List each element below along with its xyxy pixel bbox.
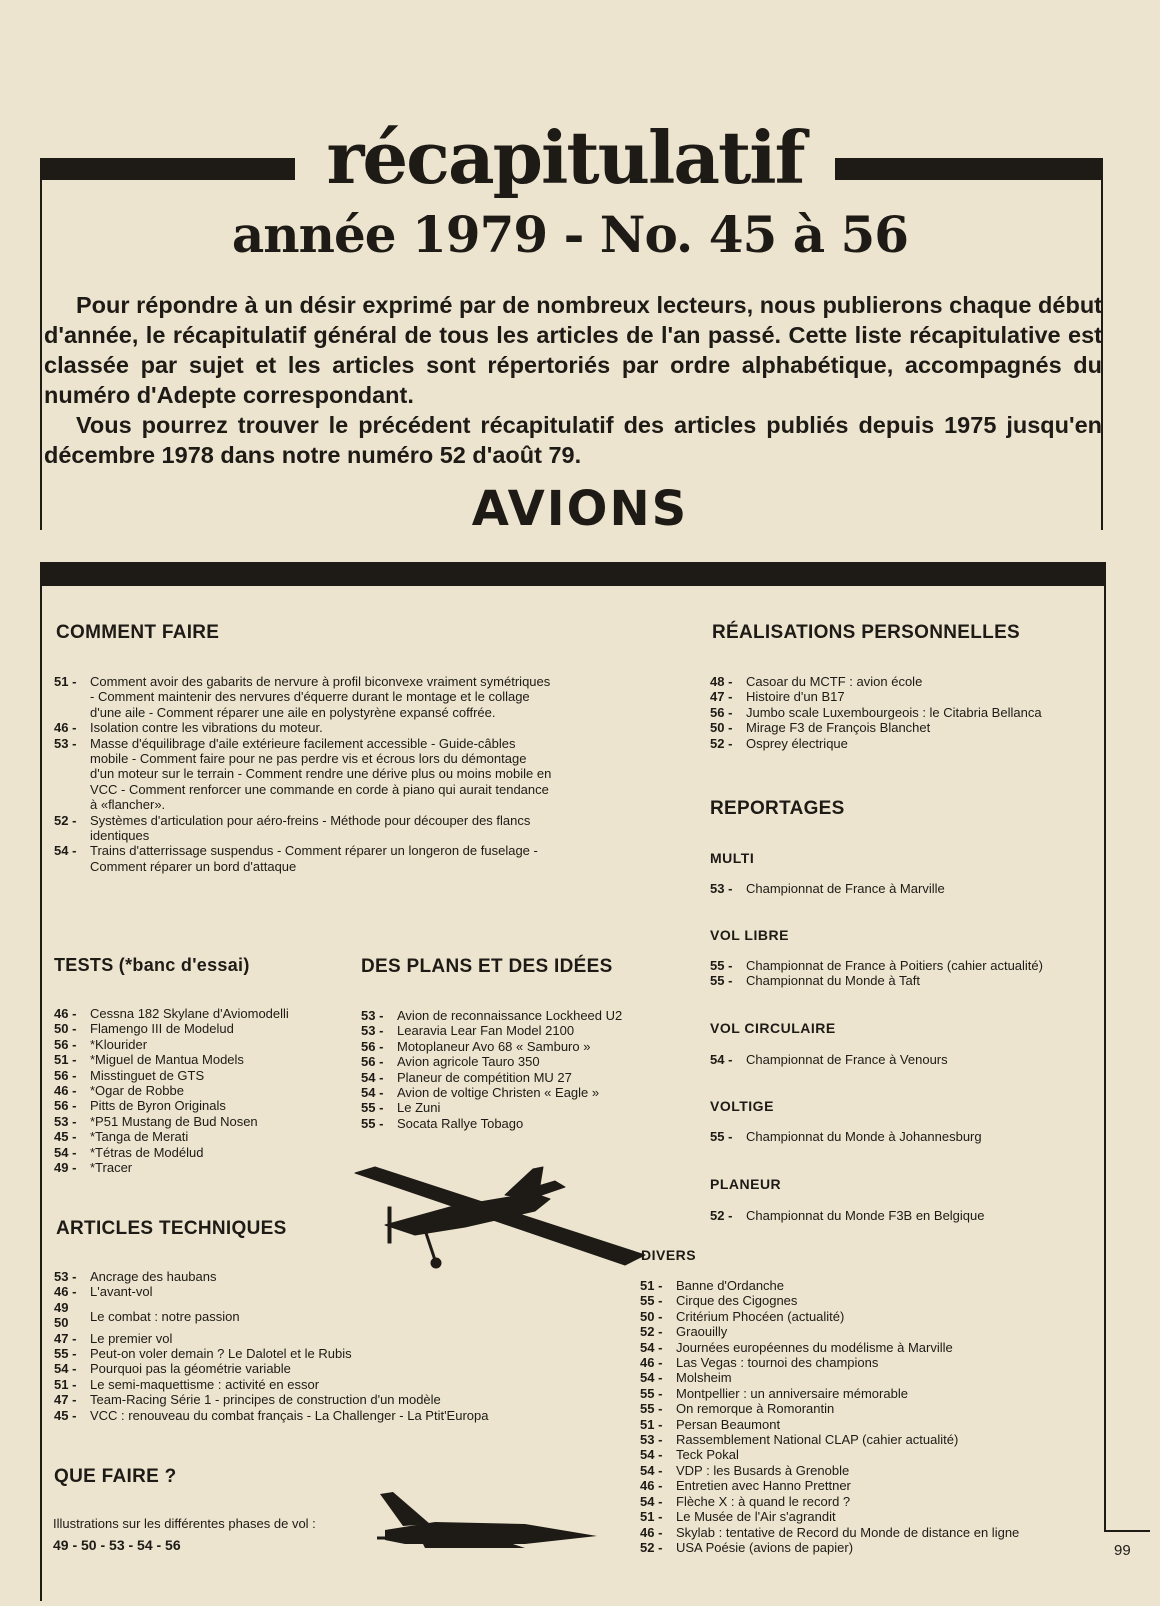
issue-number: 55 - bbox=[361, 1115, 384, 1131]
list-item bbox=[54, 674, 554, 720]
que-faire-text: Illustrations sur les différentes phases de vol : bbox=[53, 1516, 316, 1531]
airplane-wheel bbox=[431, 1258, 441, 1268]
list-item bbox=[54, 1021, 354, 1036]
article-title: Cirque des Cigognes bbox=[676, 1293, 798, 1309]
list-item bbox=[54, 1284, 614, 1299]
issue-number: 54 - bbox=[54, 843, 77, 859]
list-item bbox=[54, 1377, 614, 1392]
issue-number: 45 - bbox=[54, 1129, 77, 1145]
plans-list bbox=[361, 1008, 681, 1131]
list-item bbox=[54, 1331, 614, 1346]
issue-number: 53 - bbox=[54, 735, 77, 751]
issue-number: 51 - bbox=[54, 674, 77, 689]
list-item bbox=[640, 1463, 1102, 1478]
voltige-list bbox=[710, 1129, 1100, 1144]
article-title: Ancrage des haubans bbox=[90, 1269, 217, 1284]
issue-number: 54 - bbox=[54, 1144, 77, 1160]
issue-number: 51 - bbox=[640, 1278, 663, 1293]
issue-number: 54 - bbox=[361, 1069, 384, 1085]
list-item bbox=[54, 1083, 354, 1098]
issue-number: 52 - bbox=[54, 812, 77, 828]
issue-number: 46 - bbox=[54, 1284, 77, 1300]
comment-faire-heading: COMMENT FAIRE bbox=[56, 622, 220, 643]
content-top-bar bbox=[40, 562, 1106, 586]
article-title: Casoar du MCTF : avion école bbox=[746, 674, 923, 689]
title-left-bar bbox=[40, 158, 295, 180]
issue-number: 56 - bbox=[54, 1098, 77, 1114]
article-title: Mirage F3 de François Blanchet bbox=[746, 720, 931, 736]
article-title: Le semi-maquettisme : activité en essor bbox=[90, 1376, 320, 1392]
multi-heading: MULTI bbox=[710, 850, 755, 866]
list-item bbox=[710, 881, 1100, 896]
issue-number: 45 - bbox=[54, 1407, 77, 1423]
article-title: Isolation contre les vibrations du moteur. bbox=[90, 720, 323, 736]
article-title: Montpellier : un anniversaire mémorable bbox=[676, 1385, 908, 1401]
issue-number: 50 - bbox=[710, 720, 733, 736]
list-item bbox=[640, 1494, 1102, 1509]
articles-list bbox=[54, 1269, 614, 1423]
article-title: Championnat du Monde à Taft bbox=[746, 973, 920, 989]
que-faire-issue-numbers: 49 - 50 - 53 - 54 - 56 bbox=[53, 1537, 181, 1553]
article-title: *Ogar de Robbe bbox=[90, 1083, 184, 1099]
list-item bbox=[361, 1039, 681, 1054]
article-title: Peut-on voler demain ? Le Dalotel et le Rubis bbox=[90, 1346, 352, 1362]
article-title: Osprey électrique bbox=[746, 735, 848, 751]
article-title: USA Poésie (avions de papier) bbox=[676, 1539, 854, 1555]
list-item bbox=[640, 1386, 1102, 1401]
article-title: Las Vegas : tournoi des champions bbox=[676, 1355, 879, 1371]
issue-number: 53 - bbox=[361, 1008, 384, 1023]
intro-paragraph-1: Pour répondre à un désir exprimé par de nombreux lecteurs, nous publierons chaque début d'année, le récapitulatif général de tous les articles de l'an passé. Cette liste récapitulative est classée par sujet et les articles sont répertoriés par ordre alphabétique, accompagnés du numéro d'Adepte correspondant. bbox=[44, 292, 1102, 408]
list-item bbox=[361, 1070, 681, 1085]
category-title: AVIONS bbox=[471, 481, 689, 537]
list-item bbox=[710, 1052, 1100, 1067]
article-title: Critérium Phocéen (actualité) bbox=[676, 1308, 845, 1324]
list-item bbox=[710, 958, 1104, 973]
list-item bbox=[54, 1361, 614, 1376]
issue-number: 46 - bbox=[640, 1355, 663, 1371]
intro-paragraph-2: Vous pourrez trouver le précédent récapitulatif des articles publiés depuis 1975 jusqu'en décembre 1978 dans notre numéro 52 d'août 79. bbox=[44, 412, 1102, 468]
que-faire-heading: QUE FAIRE ? bbox=[54, 1466, 177, 1487]
article-title: *P51 Mustang de Bud Nosen bbox=[90, 1113, 258, 1129]
issue-number: 46 - bbox=[640, 1478, 663, 1494]
issue-number: 49 bbox=[54, 1299, 69, 1315]
list-item bbox=[54, 1068, 354, 1083]
issue-number: 55 - bbox=[361, 1100, 384, 1116]
list-item bbox=[54, 813, 554, 844]
article-title: Entretien avec Hanno Prettner bbox=[676, 1478, 851, 1494]
article-title: Le Musée de l'Air s'agrandit bbox=[676, 1509, 836, 1525]
issue-number: 55 - bbox=[54, 1346, 77, 1362]
list-item bbox=[710, 689, 1100, 704]
list-item bbox=[640, 1401, 1102, 1416]
issue-number: 50 - bbox=[640, 1308, 663, 1324]
list-item bbox=[710, 674, 1100, 689]
issue-number: 47 - bbox=[710, 689, 733, 705]
issue-number: 51 - bbox=[54, 1376, 77, 1392]
header-frame-left bbox=[40, 158, 42, 530]
issue-number: 54 - bbox=[54, 1361, 77, 1377]
realisations-list bbox=[710, 674, 1100, 751]
issue-number: 55 - bbox=[710, 973, 733, 989]
issue-number: 54 - bbox=[640, 1447, 663, 1463]
article-title: Pitts de Byron Originals bbox=[90, 1098, 226, 1114]
divers-list bbox=[640, 1278, 1102, 1555]
issue-number: 47 - bbox=[54, 1392, 77, 1408]
article-title: Championnat du Monde F3B en Belgique bbox=[746, 1208, 985, 1223]
list-item bbox=[710, 1208, 1100, 1223]
issue-number: 46 - bbox=[54, 1006, 77, 1021]
issue-number: 49 - bbox=[54, 1160, 77, 1176]
list-item bbox=[710, 736, 1100, 751]
article-title: *Tétras de Modélud bbox=[90, 1144, 204, 1160]
issue-number: 54 - bbox=[640, 1370, 663, 1386]
article-title: Le premier vol bbox=[90, 1330, 173, 1346]
article-title: Championnat de France à Venours bbox=[746, 1052, 948, 1067]
issue-number: 55 - bbox=[640, 1385, 663, 1401]
article-title: Championnat de France à Marville bbox=[746, 881, 945, 896]
list-item bbox=[640, 1293, 1102, 1308]
list-item bbox=[640, 1324, 1102, 1339]
list-item bbox=[710, 705, 1100, 720]
issue-number: 52 - bbox=[640, 1324, 663, 1340]
list-item bbox=[54, 1129, 354, 1144]
article-title: On remorque à Romorantin bbox=[676, 1401, 835, 1417]
list-item bbox=[710, 1129, 1100, 1144]
issue-number: 53 - bbox=[710, 881, 733, 896]
issue-number: 56 - bbox=[54, 1067, 77, 1083]
list-item bbox=[640, 1432, 1102, 1447]
list-item bbox=[640, 1355, 1102, 1370]
vol-libre-heading: VOL LIBRE bbox=[710, 927, 789, 943]
article-title: Le Zuni bbox=[397, 1100, 441, 1116]
article-title: *Klourider bbox=[90, 1036, 148, 1052]
content-frame-right bbox=[1104, 586, 1106, 1531]
article-title: Flèche X : à quand le record ? bbox=[676, 1493, 851, 1509]
list-item bbox=[361, 1008, 681, 1023]
issue-number: 54 - bbox=[640, 1339, 663, 1355]
plans-heading: DES PLANS ET DES IDÉES bbox=[361, 956, 613, 977]
jet-tail-fin bbox=[380, 1492, 430, 1526]
issue-number: 46 - bbox=[54, 720, 77, 736]
article-title: Avion agricole Tauro 350 bbox=[397, 1054, 540, 1070]
article-title: Avion de voltige Christen « Eagle » bbox=[397, 1085, 600, 1101]
voltige-heading: VOLTIGE bbox=[710, 1098, 774, 1114]
article-title: VCC : renouveau du combat français - La Challenger - La Ptit'Europa bbox=[90, 1407, 489, 1423]
issue-number: 54 - bbox=[640, 1493, 663, 1509]
article-title: Team-Racing Série 1 - principes de construction d'un modèle bbox=[90, 1392, 441, 1408]
planeur-heading: PLANEUR bbox=[710, 1176, 782, 1192]
list-item bbox=[361, 1116, 681, 1131]
article-title: Motoplaneur Avo 68 « Samburo » bbox=[397, 1038, 591, 1054]
articles-heading: ARTICLES TECHNIQUES bbox=[56, 1218, 287, 1239]
vol-libre-list bbox=[710, 958, 1104, 989]
article-title: Journées européennes du modélisme à Marville bbox=[676, 1339, 953, 1355]
article-title: Systèmes d'articulation pour aéro-freins - Méthode pour découper des flancs identiques bbox=[90, 812, 531, 844]
list-item bbox=[54, 1145, 354, 1160]
tests-list bbox=[54, 1006, 354, 1175]
article-title: Championnat du Monde à Johannesburg bbox=[746, 1129, 982, 1144]
list-item bbox=[54, 736, 554, 813]
list-item bbox=[54, 1408, 614, 1423]
article-title: Histoire d'un B17 bbox=[746, 689, 845, 705]
issue-number: 53 - bbox=[640, 1432, 663, 1448]
title-right-bar bbox=[835, 158, 1103, 180]
realisations-heading: RÉALISATIONS PERSONNELLES bbox=[712, 622, 1021, 643]
article-title: Championnat de France à Poitiers (cahier actualité) bbox=[746, 958, 1043, 973]
article-title: Socata Rallye Tobago bbox=[397, 1115, 524, 1131]
article-title: Banne d'Ordanche bbox=[676, 1278, 785, 1293]
list-item bbox=[640, 1340, 1102, 1355]
list-item bbox=[640, 1278, 1102, 1293]
list-item bbox=[640, 1478, 1102, 1493]
list-item bbox=[54, 1037, 354, 1052]
issue-number: 56 - bbox=[54, 1036, 77, 1052]
list-item bbox=[640, 1509, 1102, 1524]
issue-number: 50 - bbox=[54, 1021, 77, 1037]
list-item bbox=[361, 1100, 681, 1115]
reportages-heading: REPORTAGES bbox=[710, 798, 845, 819]
article-title: Learavia Lear Fan Model 2100 bbox=[397, 1023, 575, 1039]
issue-number: 55 - bbox=[710, 958, 733, 973]
list-item bbox=[361, 1085, 681, 1100]
issue-number: 55 - bbox=[640, 1293, 663, 1309]
issue-number: 54 - bbox=[710, 1052, 733, 1067]
list-item bbox=[54, 843, 554, 874]
issue-number: 53 - bbox=[361, 1023, 384, 1039]
article-title: Skylab : tentative de Record du Monde de distance en ligne bbox=[676, 1524, 1020, 1540]
article-title: Masse d'équilibrage d'aile extérieure facilement accessible - Guide-câbles mobile - Comment faire pour ne pas perdre vis et écrous lors du démontage d'un moteur sur le terrain - Comment rendre une dérive plus ou moins mobile en VCC - Comment renforcer une commande en corde à piano qui aurait tendance à «flancher». bbox=[90, 735, 552, 813]
issue-number: 50 bbox=[54, 1315, 69, 1331]
list-item bbox=[710, 720, 1100, 735]
issue-number: 55 - bbox=[710, 1129, 733, 1144]
issue-number: 47 - bbox=[54, 1330, 77, 1346]
issue-number: 53 - bbox=[54, 1113, 77, 1129]
multi-list bbox=[710, 881, 1100, 896]
article-title: Trains d'atterrissage suspendus - Comment réparer un longeron de fuselage - Comment réparer un bord d'attaque bbox=[90, 843, 538, 874]
list-item bbox=[54, 1346, 614, 1361]
issue-number: 54 - bbox=[361, 1085, 384, 1101]
issue-number: 52 - bbox=[710, 735, 733, 751]
issue-number: 56 - bbox=[710, 704, 733, 720]
issue-number: 56 - bbox=[361, 1054, 384, 1070]
list-item bbox=[54, 1160, 354, 1175]
page-number: 99 bbox=[1114, 1542, 1131, 1559]
airplane-landing-gear bbox=[425, 1230, 435, 1260]
list-item bbox=[54, 1052, 354, 1067]
list-item bbox=[640, 1370, 1102, 1385]
comment-faire-list bbox=[54, 674, 554, 874]
vol-circulaire-list bbox=[710, 1052, 1100, 1067]
vol-circulaire-heading: VOL CIRCULAIRE bbox=[710, 1020, 836, 1036]
page-title: récapitulatif bbox=[326, 115, 804, 200]
issue-number: 51 - bbox=[54, 1052, 77, 1068]
article-title: *Tracer bbox=[90, 1160, 133, 1176]
article-title: Cessna 182 Skylane d'Aviomodelli bbox=[90, 1006, 289, 1021]
content-frame-bottom bbox=[1104, 1530, 1150, 1532]
issue-number: 53 - bbox=[54, 1269, 77, 1284]
article-title: Molsheim bbox=[676, 1370, 732, 1386]
article-title: Teck Pokal bbox=[676, 1447, 739, 1463]
issue-number: 51 - bbox=[640, 1416, 663, 1432]
issue-number: 52 - bbox=[710, 1208, 733, 1223]
article-title: Avion de reconnaissance Lockheed U2 bbox=[397, 1008, 623, 1023]
article-title: Persan Beaumont bbox=[676, 1416, 781, 1432]
list-item bbox=[640, 1447, 1102, 1462]
issue-number: 52 - bbox=[640, 1539, 663, 1555]
list-item bbox=[361, 1023, 681, 1038]
list-item bbox=[54, 1269, 614, 1284]
list-item bbox=[640, 1309, 1102, 1324]
planeur-list bbox=[710, 1208, 1100, 1223]
article-title: Graouilly bbox=[676, 1324, 728, 1340]
article-title: Comment avoir des gabarits de nervure à profil biconvexe vraiment symétriques - Comment maintenir des nervures d'équerre durant le montage et le collage d'une aile - Comment réparer une aile en polystyrène expansé coffrée. bbox=[90, 674, 551, 720]
list-item bbox=[54, 720, 554, 735]
list-item bbox=[54, 1309, 614, 1331]
issue-number: 55 - bbox=[640, 1401, 663, 1417]
list-item bbox=[710, 973, 1104, 988]
article-title: Le combat : notre passion bbox=[90, 1309, 240, 1325]
list-item bbox=[54, 1006, 354, 1021]
issue-number: 51 - bbox=[640, 1509, 663, 1525]
issue-number: 46 - bbox=[54, 1083, 77, 1099]
page-subtitle: année 1979 - No. 45 à 56 bbox=[231, 205, 909, 264]
list-item bbox=[640, 1525, 1102, 1540]
article-title: Misstinguet de GTS bbox=[90, 1067, 205, 1083]
intro-text bbox=[44, 290, 1102, 470]
divers-heading: DIVERS bbox=[641, 1247, 697, 1263]
list-item bbox=[361, 1054, 681, 1069]
issue-number: 54 - bbox=[640, 1462, 663, 1478]
list-item bbox=[54, 1098, 354, 1113]
article-title: VDP : les Busards à Grenoble bbox=[676, 1462, 850, 1478]
article-title: *Miguel de Mantua Models bbox=[90, 1052, 244, 1068]
issue-number: 48 - bbox=[710, 674, 733, 689]
list-item bbox=[54, 1114, 354, 1129]
content-frame-left bbox=[40, 586, 42, 1601]
article-title: *Tanga de Merati bbox=[90, 1129, 189, 1145]
list-item bbox=[54, 1392, 614, 1407]
article-title: Rassemblement National CLAP (cahier actualité) bbox=[676, 1432, 959, 1448]
issue-number: 56 - bbox=[361, 1038, 384, 1054]
airplane-propeller bbox=[388, 1207, 391, 1243]
article-title: Pourquoi pas la géométrie variable bbox=[90, 1361, 291, 1377]
article-title: Jumbo scale Luxembourgeois : le Citabria Bellanca bbox=[746, 704, 1042, 720]
article-title: L'avant-vol bbox=[90, 1284, 153, 1300]
list-item bbox=[640, 1417, 1102, 1432]
list-item bbox=[640, 1540, 1102, 1555]
tests-heading: TESTS (*banc d'essai) bbox=[54, 955, 250, 975]
article-title: Planeur de compétition MU 27 bbox=[397, 1069, 572, 1085]
jet-illustration bbox=[375, 1490, 600, 1560]
issue-number: 46 - bbox=[640, 1524, 663, 1540]
article-title: Flamengo III de Modelud bbox=[90, 1021, 234, 1037]
